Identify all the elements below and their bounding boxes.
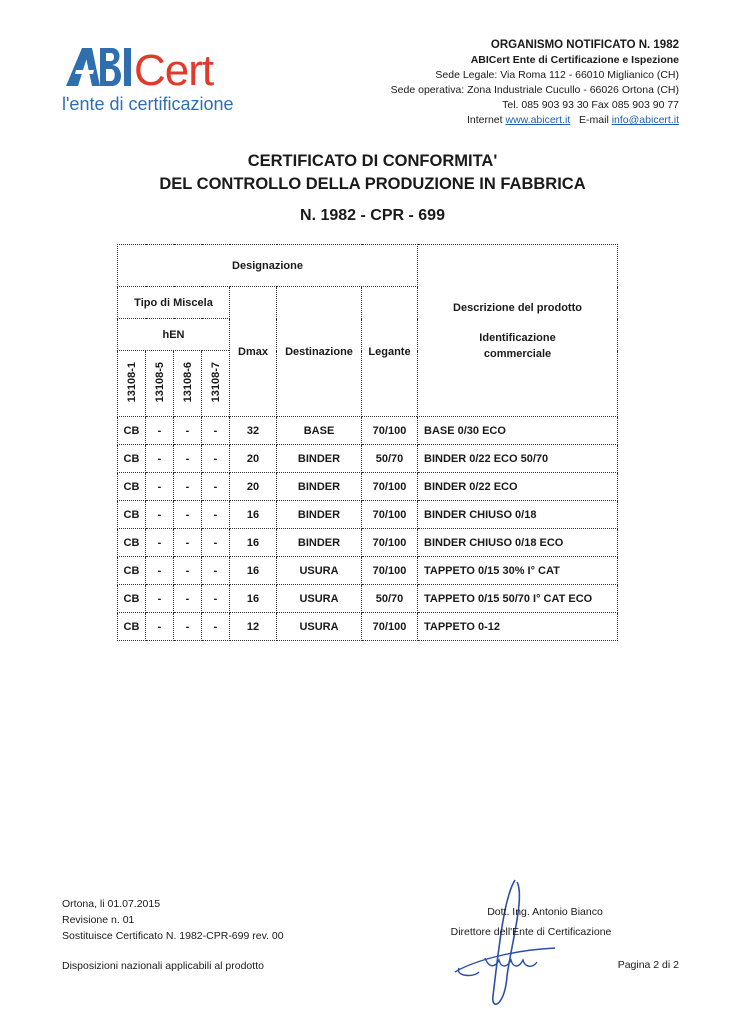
signer-name: Antonio Bianco [532,906,603,918]
dmax-header: Dmax [230,287,277,417]
certificate-title-line2: DEL CONTROLLO DELLA PRODUZIONE IN FABBRICA [159,175,586,193]
cell-dmax: 12 [230,613,277,641]
signer-line [464,902,626,922]
revision: Revisione n. 01 [62,914,135,926]
issuer-name: ABICert Ente di Certificazione e Ispezione [470,54,679,66]
contacts-line [391,113,679,128]
cell-c5: - [146,613,174,641]
page-number: Pagina 2 di 2 [617,959,679,971]
descrizione-header [418,245,618,417]
code-header [174,351,202,417]
cell-dmax: 16 [230,557,277,585]
cell-c5: - [146,585,174,613]
hen-header: hEN [118,319,230,351]
cell-legante: 70/100 [362,473,418,501]
cell-c7: - [202,501,230,529]
cell-legante: 70/100 [362,529,418,557]
logo-tagline: l'ente di certificazione [62,94,234,114]
signer-title: Dott. Ing. [487,906,530,918]
cell-dmax: 16 [230,501,277,529]
identificazione-label: Identificazione commerciale [479,331,556,360]
cell-desc: BINDER 0/22 ECO 50/70 [418,445,618,473]
cell-desc: TAPPETO 0/15 50/70 I° CAT ECO [418,585,618,613]
product-table [117,244,618,641]
issuer-header [391,38,679,128]
code-label: 13108-5 [153,361,166,403]
table-row [118,585,618,613]
cell-c6: - [174,445,202,473]
cell-dest: BINDER [277,473,362,501]
cell-dmax: 16 [230,585,277,613]
cell-desc: BASE 0/30 ECO [418,417,618,445]
cell-c7: - [202,417,230,445]
code-header [118,351,146,417]
cell-desc: TAPPETO 0-12 [418,613,618,641]
cell-c1: CB [118,529,146,557]
cell-dmax: 16 [230,529,277,557]
cell-c7: - [202,473,230,501]
descrizione-label: Descrizione del prodotto [453,301,582,314]
logo-cert-text: Cert [134,46,214,95]
cell-dest: USURA [277,557,362,585]
cell-dmax: 32 [230,417,277,445]
cell-c1: CB [118,501,146,529]
cell-dest: BINDER [277,501,362,529]
cell-legante: 70/100 [362,613,418,641]
cell-c5: - [146,501,174,529]
cell-c6: - [174,613,202,641]
cell-legante: 50/70 [362,445,418,473]
legante-header: Legante [362,287,418,417]
tipo-miscela-header: Tipo di Miscela [118,287,230,319]
cell-c1: CB [118,445,146,473]
signature-block [436,902,626,942]
email-label: E-mail [579,114,609,126]
cell-desc: TAPPETO 0/15 30% I° CAT [418,557,618,585]
cell-dest: USURA [277,613,362,641]
national-provisions: Disposizioni nazionali applicabili al prodotto [62,960,264,972]
cell-dmax: 20 [230,445,277,473]
code-label: 13108-6 [181,361,194,403]
cell-dest: BINDER [277,529,362,557]
internet-label: Internet [466,114,503,126]
cell-c7: - [202,613,230,641]
cell-c6: - [174,529,202,557]
cell-c5: - [146,473,174,501]
notified-body-line: ORGANISMO NOTIFICATO N. 1982 [490,39,679,51]
cell-c6: - [174,501,202,529]
destinazione-header: Destinazione [277,287,362,417]
designazione-header: Designazione [118,245,418,287]
cell-c1: CB [118,473,146,501]
signature-icon [445,876,575,1016]
cell-desc: BINDER CHIUSO 0/18 [418,501,618,529]
certificate-title-line1: CERTIFICATO DI CONFORMITA' [247,152,498,170]
code-label: 13108-7 [209,361,222,403]
code-header [146,351,174,417]
cell-c1: CB [118,585,146,613]
table-row [118,613,618,641]
cell-c6: - [174,473,202,501]
cell-c5: - [146,557,174,585]
table-row [118,529,618,557]
place-date: Ortona, li 01.07.2015 [62,898,161,910]
cell-c6: - [174,417,202,445]
table-row [118,473,618,501]
code-label: 13108-1 [125,361,138,403]
certificate-number: N. 1982 - CPR - 699 [300,207,445,224]
cell-legante: 70/100 [362,557,418,585]
cell-c7: - [202,557,230,585]
abi-monogram-icon [62,40,136,92]
email-link[interactable]: info@abicert.it [611,114,679,126]
cell-c1: CB [118,557,146,585]
cell-c1: CB [118,417,146,445]
cell-legante: 50/70 [362,585,418,613]
cell-c7: - [202,445,230,473]
legal-address: Sede Legale: Via Roma 112 - 66010 Miglianico (CH) [435,69,679,81]
table-row [118,501,618,529]
cell-c5: - [146,417,174,445]
cell-dmax: 20 [230,473,277,501]
cell-c5: - [146,445,174,473]
cell-dest: BASE [277,417,362,445]
cell-c7: - [202,585,230,613]
table-row [118,557,618,585]
cell-legante: 70/100 [362,501,418,529]
cell-c1: CB [118,613,146,641]
code-header [202,351,230,417]
cell-c6: - [174,557,202,585]
cell-desc: BINDER 0/22 ECO [418,473,618,501]
operative-address: Sede operativa: Zona Industriale Cucullo - 66026 Ortona (CH) [390,84,679,96]
abicert-logo [62,40,262,120]
cell-dest: USURA [277,585,362,613]
cell-c5: - [146,529,174,557]
cell-legante: 70/100 [362,417,418,445]
cell-dest: BINDER [277,445,362,473]
phone-fax: Tel. 085 903 93 30 Fax 085 903 90 77 [502,99,679,111]
table-row [118,417,618,445]
cell-desc: BINDER CHIUSO 0/18 ECO [418,529,618,557]
website-link[interactable]: www.abicert.it [505,114,571,126]
table-row [118,445,618,473]
footer-info [62,896,284,944]
cell-c6: - [174,585,202,613]
cell-c7: - [202,529,230,557]
signer-role: Direttore dell'Ente di Certificazione [450,926,612,938]
replaces-certificate: Sostituisce Certificato N. 1982-CPR-699 rev. 00 [62,930,284,942]
